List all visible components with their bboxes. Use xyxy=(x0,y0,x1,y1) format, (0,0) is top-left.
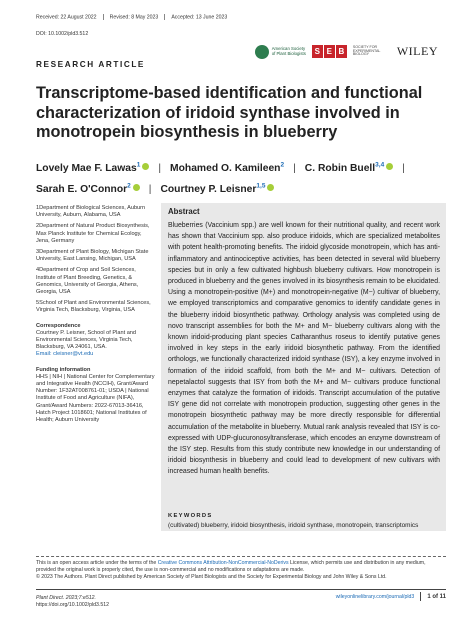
journal-citation xyxy=(36,595,109,610)
author-name: Lovely Mae F. Lawas xyxy=(36,163,137,175)
revised-date: Revised: 8 May 2023 xyxy=(109,14,159,21)
seb-letter: B xyxy=(336,45,347,58)
author-affiliation-sup: 1 xyxy=(136,162,141,169)
footer-rule xyxy=(36,589,446,590)
abstract-heading: Abstract xyxy=(168,207,200,216)
funding-heading: Funding information xyxy=(36,366,91,373)
affiliation: 2Department of Natural Product Biosynthesis, Max Planck Institute for Chemical Ecology, Jena, Germany xyxy=(36,223,150,244)
affiliation: 3Department of Plant Biology, Michigan State University, East Lansing, Michigan, USA xyxy=(36,249,149,263)
author-name: Mohamed O. Kamileen xyxy=(170,163,281,175)
divider xyxy=(420,592,421,601)
author-affiliation-sup: 2 xyxy=(280,162,285,169)
seb-letter: S xyxy=(312,45,323,58)
divider: | xyxy=(158,163,162,175)
divider xyxy=(164,14,165,20)
keywords-text: (cultivated) blueberry, iridoid biosynthesis, iridoid synthase, monotropein, transcriptomics xyxy=(168,522,419,529)
author-list xyxy=(36,157,446,198)
footer-right xyxy=(336,592,446,601)
license-text-2: License, which permits use and distribution in any medium, provided the original work is properly cited, the use is non-commercial and no modifications or adaptations are made. xyxy=(36,560,426,574)
affiliation: 5School of Plant and Environmental Sciences, Virginia Tech, Blacksburg, Virginia, USA xyxy=(36,300,151,314)
wiley-logo: WILEY xyxy=(396,44,438,58)
license-text xyxy=(36,560,446,581)
orcid-icon[interactable] xyxy=(142,163,149,170)
orcid-icon[interactable] xyxy=(386,163,393,170)
author-affiliation-sup: 3,4 xyxy=(375,162,385,169)
journal-site-link[interactable]: wileyonlinelibrary.com/journal/pld3 xyxy=(335,593,415,600)
divider: | xyxy=(148,183,152,195)
correspondence-email xyxy=(36,351,156,358)
author-info-column xyxy=(36,205,156,428)
article-title: Transcriptome-based identification and functional characterization of iridoid synthase involved in monotropein biosynthesis in blueberry xyxy=(36,84,423,141)
keywords-heading: KEYWORDS xyxy=(168,513,213,519)
section-label: RESEARCH ARTICLE xyxy=(36,60,145,69)
seb-letter: E xyxy=(324,45,335,58)
author[interactable] xyxy=(36,184,140,195)
dashed-divider xyxy=(36,556,446,557)
author[interactable] xyxy=(170,163,284,174)
author-affiliation-sup: 2 xyxy=(127,182,131,190)
author-name: Sarah E. O'Connor xyxy=(36,183,128,195)
orcid-icon[interactable] xyxy=(267,184,274,191)
article-dates xyxy=(36,14,227,20)
affiliation: 4Department of Crop and Soil Sciences, Institute of Plant Breeding, Genetics, & Genomics, University of Georgia, Athens, Georgia, USA xyxy=(36,267,139,296)
divider xyxy=(103,14,104,20)
accepted-date: Accepted: 13 June 2023 xyxy=(171,14,228,21)
aspb-text-1: American Society xyxy=(271,45,306,51)
page-count: 1 of 11 xyxy=(427,593,446,600)
doi: DOI: 10.1002/pld3.512 xyxy=(36,31,89,37)
author-affiliation-sup: 1,5 xyxy=(256,182,266,190)
author-name: Courtney P. Leisner xyxy=(160,183,257,195)
author[interactable] xyxy=(305,163,393,174)
seb-logo xyxy=(312,45,347,58)
orcid-icon[interactable] xyxy=(133,184,140,191)
journal-name: Plant Direct. 2023;7:e512. xyxy=(36,595,96,601)
affiliation: 1Department of Biological Sciences, Auburn University, Auburn, Alabama, USA xyxy=(36,205,146,219)
abstract-text: Blueberries (Vaccinium spp.) are well known for their nutritional quality, and recent work has shown that Vaccinium spp. also produce iridoids, which are specialized metabolites with potent health-promoting benefits. The iridoid glycoside monotropein, which has anti-inflammatory and antinociceptive activities, has been detected in several wild blueberry species but in only a few cultivated highbush blueberry cultivars. How monotropein is produced in blueberry and the genes involved in its biosynthesis remain to be elucidated. Using a monotropein-positive (M+) and monotropein-negative (M−) cultivar of blueberry, we employed transcriptomics and comparative genomics to identify candidate genes in the blueberry iridoid biosynthetic pathway. Orthology analysis was completed using de novo transcript assemblies for both the M+ and M− blueberry cultivars along with the known iridoid-producing plant species Catharanthus roseus to identify putative genes involved in key steps in the early iridoid biosynthetic pathway. From the identified orthologs, we functionally characterized iridoid synthase (ISY), a key enzyme involved in formation of the iridoid scaffold, from both the M+ and M− cultivars. Detection of nepetalactol suggests that ISY from both the M+ and M− cultivars produce functional enzymes that catalyze the formation of iridoids. Transcript accumulation of the putative ISY gene did not correlate with monotropein production, suggesting other genes in the monotropein biosynthetic pathway may be more directly responsible for differential accumulation of the metabolite in blueberry. Mutual rank analysis revealed that ISY is co-expressed with UDP-glucuronosyltransferase, which encodes an enzyme downstream of the ISY step. Results from this study contribute new knowledge in our understanding of iridoid biosynthesis in blueberry and could lead to development of new cultivars with increased human health benefits. xyxy=(168,222,440,476)
author-name: C. Robin Buell xyxy=(304,163,376,175)
footer-doi-link[interactable]: https://doi.org/10.1002/pld3.512 xyxy=(36,602,109,609)
received-date: Received: 22 August 2022 xyxy=(36,14,97,21)
divider: | xyxy=(293,163,296,175)
copyright: © 2023 The Authors. Plant Direct published by American Society of Plant Biologists and the Society for Experimental Biology and John Wiley & Sons Ltd. xyxy=(36,574,387,581)
correspondence-text: Courtney P. Leisner, School of Plant and Environmental Sciences, Virginia Tech, Blacksburg, VA 24061, USA. xyxy=(36,329,137,351)
correspondence-heading: Correspondence xyxy=(36,322,81,329)
email-link[interactable]: Email: cleisner@vt.edu xyxy=(36,351,94,358)
seb-text: SOCIETY FOR EXPERIMENTAL BIOLOGY xyxy=(352,44,381,57)
aspb-logo xyxy=(255,45,306,59)
funding-text: HHS | NIH | National Center for Complementary and Integrative Health (NCCIH), Grant/Award Number: 1F32AT008761-01; USDA | National Institute of Food and Agriculture (NIFA), Grant/Award Numbers: 2022-67013-36416, Hatch Project 1018601; National Institutes of Health; Auburn University xyxy=(36,373,155,424)
license-text-1: This is an open access article under the terms of the xyxy=(36,560,158,566)
author[interactable] xyxy=(160,184,274,195)
author[interactable] xyxy=(36,163,149,174)
divider: | xyxy=(402,163,405,175)
aspb-leaf-icon xyxy=(255,45,269,59)
license-link[interactable]: Creative Commons Attribution-NonCommercial-NoDerivs xyxy=(157,560,289,566)
publisher-logos xyxy=(255,44,438,59)
aspb-text-2: of Plant Biologists xyxy=(271,50,306,56)
